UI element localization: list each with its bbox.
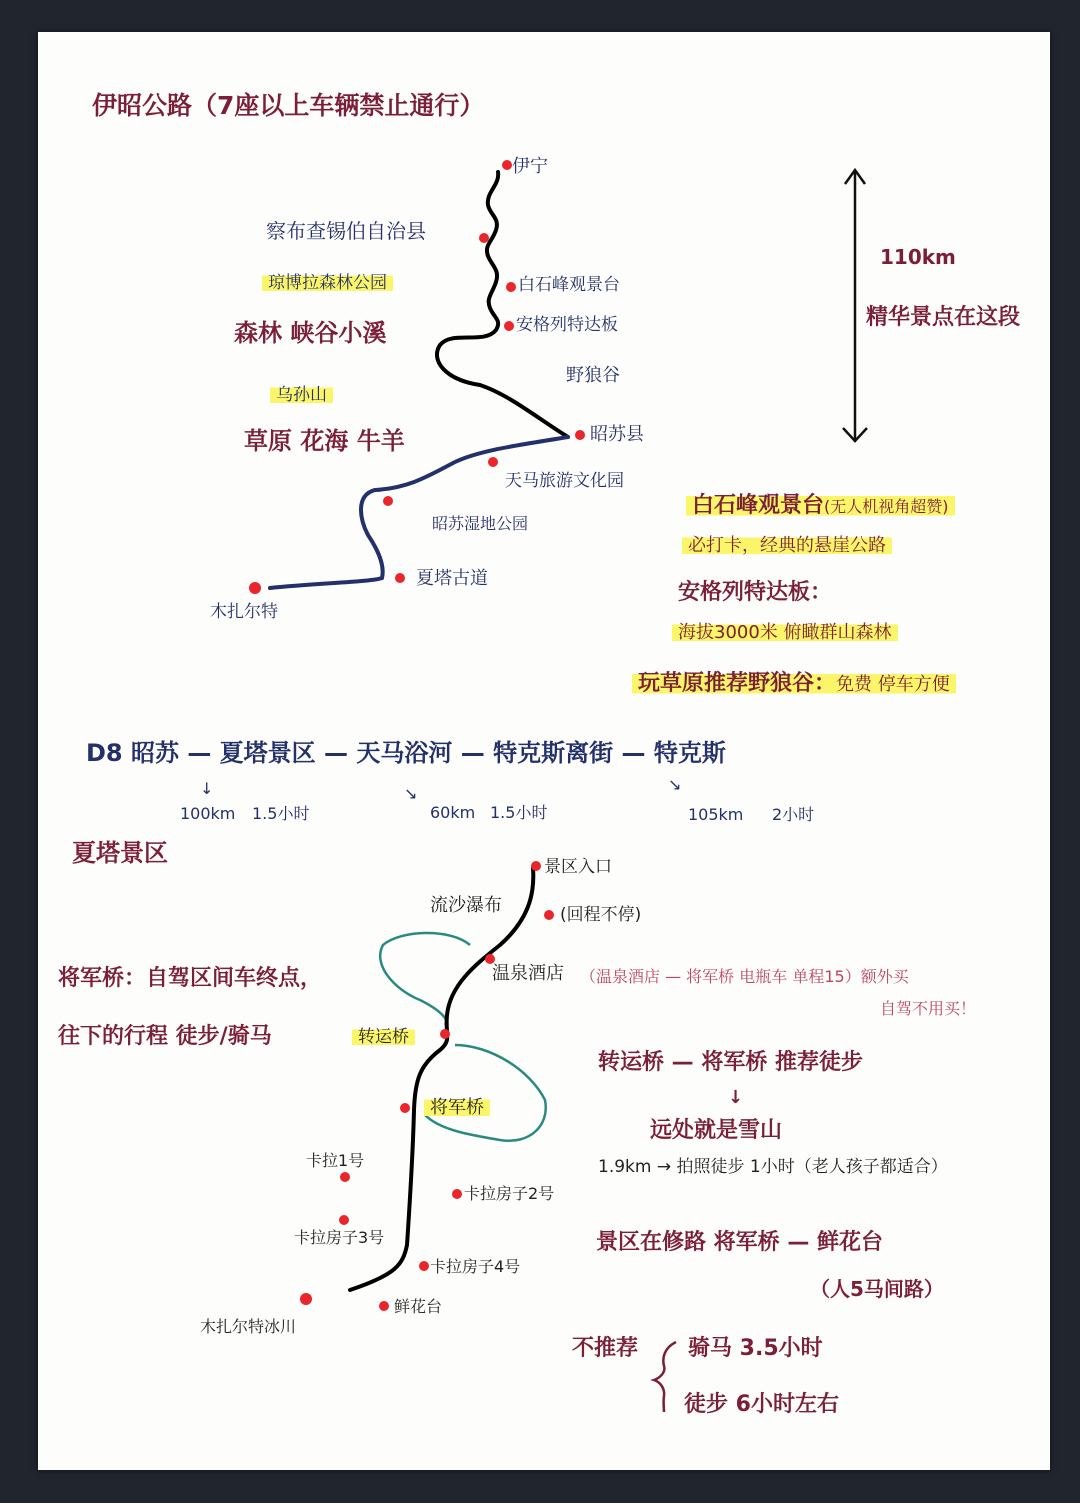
right-note-1: 转运桥 — 将军桥 推荐徒步 xyxy=(598,1050,863,1075)
forest-park-label: 琼博拉森林公园 xyxy=(262,273,393,293)
marker-xianhua xyxy=(379,1301,389,1311)
label-xianhua: 鲜花台 xyxy=(394,1297,443,1316)
right-note-5: （人5马间路） xyxy=(810,1277,944,1301)
label-yelanggu: 野狼谷 xyxy=(566,365,620,386)
label-zhaosu: 昭苏县 xyxy=(590,424,644,445)
marker-zhaosu xyxy=(575,430,585,440)
distance-label: 110km xyxy=(880,245,956,269)
leg1-time: 1.5小时 xyxy=(252,804,310,823)
leg3-arrow: ↘ xyxy=(668,775,682,794)
xiata-subtitle: 夏塔景区 xyxy=(72,839,168,867)
distance-note: 精华景点在这段 xyxy=(866,305,1021,330)
right-note-4: 景区在修路 将军桥 — 鲜花台 xyxy=(596,1230,883,1255)
yizhao-road-upper xyxy=(437,172,568,437)
hike-option: 徒步 6小时左右 xyxy=(684,1392,839,1417)
baishifeng-desc: 必打卡，经典的悬崖公路 xyxy=(682,535,892,556)
not-recommend: 不推荐 xyxy=(572,1336,639,1361)
marker-kalang4 xyxy=(419,1261,429,1271)
marker-no-stop xyxy=(544,910,554,920)
label-hotel: 温泉酒店 xyxy=(492,963,564,984)
marker-angelie xyxy=(504,321,514,331)
grass-note: 免费 停车方便 xyxy=(836,674,950,695)
leg2-dist: 60km xyxy=(430,803,476,822)
label-angelie: 安格列特达板 xyxy=(516,315,618,335)
mountain-label: 乌孙山 xyxy=(270,385,333,405)
hotel-note: （温泉酒店 — 将军桥 电瓶车 单程15）额外买 xyxy=(580,967,909,986)
label-xiata: 夏塔古道 xyxy=(416,568,488,589)
marker-xiata xyxy=(395,573,405,583)
right-arrow: ↓ xyxy=(728,1087,744,1108)
left-note-1: 将军桥：自驾区间车终点， xyxy=(58,966,323,991)
angelie-desc: 海拔3000米 俯瞰群山森林 xyxy=(672,622,898,643)
label-shidi: 昭苏湿地公园 xyxy=(432,514,529,533)
label-jiangjun: 将军桥 xyxy=(424,1097,490,1118)
jiangjun-loop xyxy=(425,1045,546,1141)
label-kalang3: 卡拉房子3号 xyxy=(294,1228,385,1247)
right-note-3: 1.9km → 拍照徒步 1小时（老人孩子都适合） xyxy=(598,1157,948,1177)
baishifeng-paren: (无人机视角超赞) xyxy=(824,497,949,516)
label-baishifeng: 白石峰观景台 xyxy=(518,275,620,295)
marker-tianma xyxy=(488,457,498,467)
label-kalang4: 卡拉房子4号 xyxy=(430,1257,521,1276)
label-glacier: 木扎尔特冰川 xyxy=(200,1317,297,1336)
marker-kalang3 xyxy=(339,1215,349,1225)
marker-glacier xyxy=(300,1293,312,1305)
leg3-dist: 105km xyxy=(688,805,744,824)
label-no-stop: (回程不停) xyxy=(560,905,642,925)
not-recommend-brace xyxy=(654,1342,676,1412)
marker-kalang2 xyxy=(452,1189,462,1199)
angelie-title: 安格列特达板： xyxy=(678,580,833,605)
marker-muzhaerte xyxy=(249,582,261,594)
leg2-arrow: ↘ xyxy=(404,784,418,803)
marker-zhuanyun xyxy=(440,1029,450,1039)
marker-chabucha xyxy=(479,233,489,243)
xiata-trail xyxy=(350,868,533,1290)
grass-desc: 草原 花海 牛羊 xyxy=(244,427,405,455)
liusha-loop xyxy=(380,933,470,1025)
leg3-time: 2小时 xyxy=(772,805,815,824)
right-note-2: 远处就是雪山 xyxy=(650,1118,783,1143)
hotel-note2: 自驾不用买！ xyxy=(880,999,977,1018)
grass-title: 玩草原推荐野狼谷： xyxy=(638,671,837,696)
label-kalang1: 卡拉1号 xyxy=(306,1151,365,1170)
baishifeng-title: 白石峰观景台 xyxy=(692,493,825,518)
forest-desc: 森林 峡谷小溪 xyxy=(234,319,387,347)
label-liusha: 流沙瀑布 xyxy=(430,895,502,916)
marker-baishifeng xyxy=(506,282,516,292)
marker-entrance xyxy=(531,861,541,871)
yizhao-road-lower xyxy=(270,437,568,588)
leg1-dist: 100km xyxy=(180,804,236,823)
leg1-arrow: ↓ xyxy=(200,779,214,798)
label-tianma: 天马旅游文化园 xyxy=(505,471,624,491)
marker-yining xyxy=(502,160,512,170)
label-zhuanyun: 转运桥 xyxy=(352,1027,415,1047)
label-entrance: 景区入口 xyxy=(544,857,612,877)
label-chabucha: 察布查锡伯自治县 xyxy=(266,219,426,243)
ride-option: 骑马 3.5小时 xyxy=(688,1336,823,1361)
marker-jiangjun xyxy=(400,1103,410,1113)
label-kalang2: 卡拉房子2号 xyxy=(464,1184,555,1203)
label-muzhaerte: 木扎尔特 xyxy=(210,602,278,622)
leg2-time: 1.5小时 xyxy=(490,803,548,822)
label-yining: 伊宁 xyxy=(512,156,548,177)
marker-kalang1 xyxy=(340,1172,350,1182)
day-route: D8 昭苏 — 夏塔景区 — 天马浴河 — 特克斯离街 — 特克斯 xyxy=(86,739,726,767)
left-note-2: 往下的行程 徒步/骑马 xyxy=(58,1024,272,1049)
section1-title: 伊昭公路（7座以上车辆禁止通行） xyxy=(92,91,485,120)
marker-shidi xyxy=(383,496,393,506)
